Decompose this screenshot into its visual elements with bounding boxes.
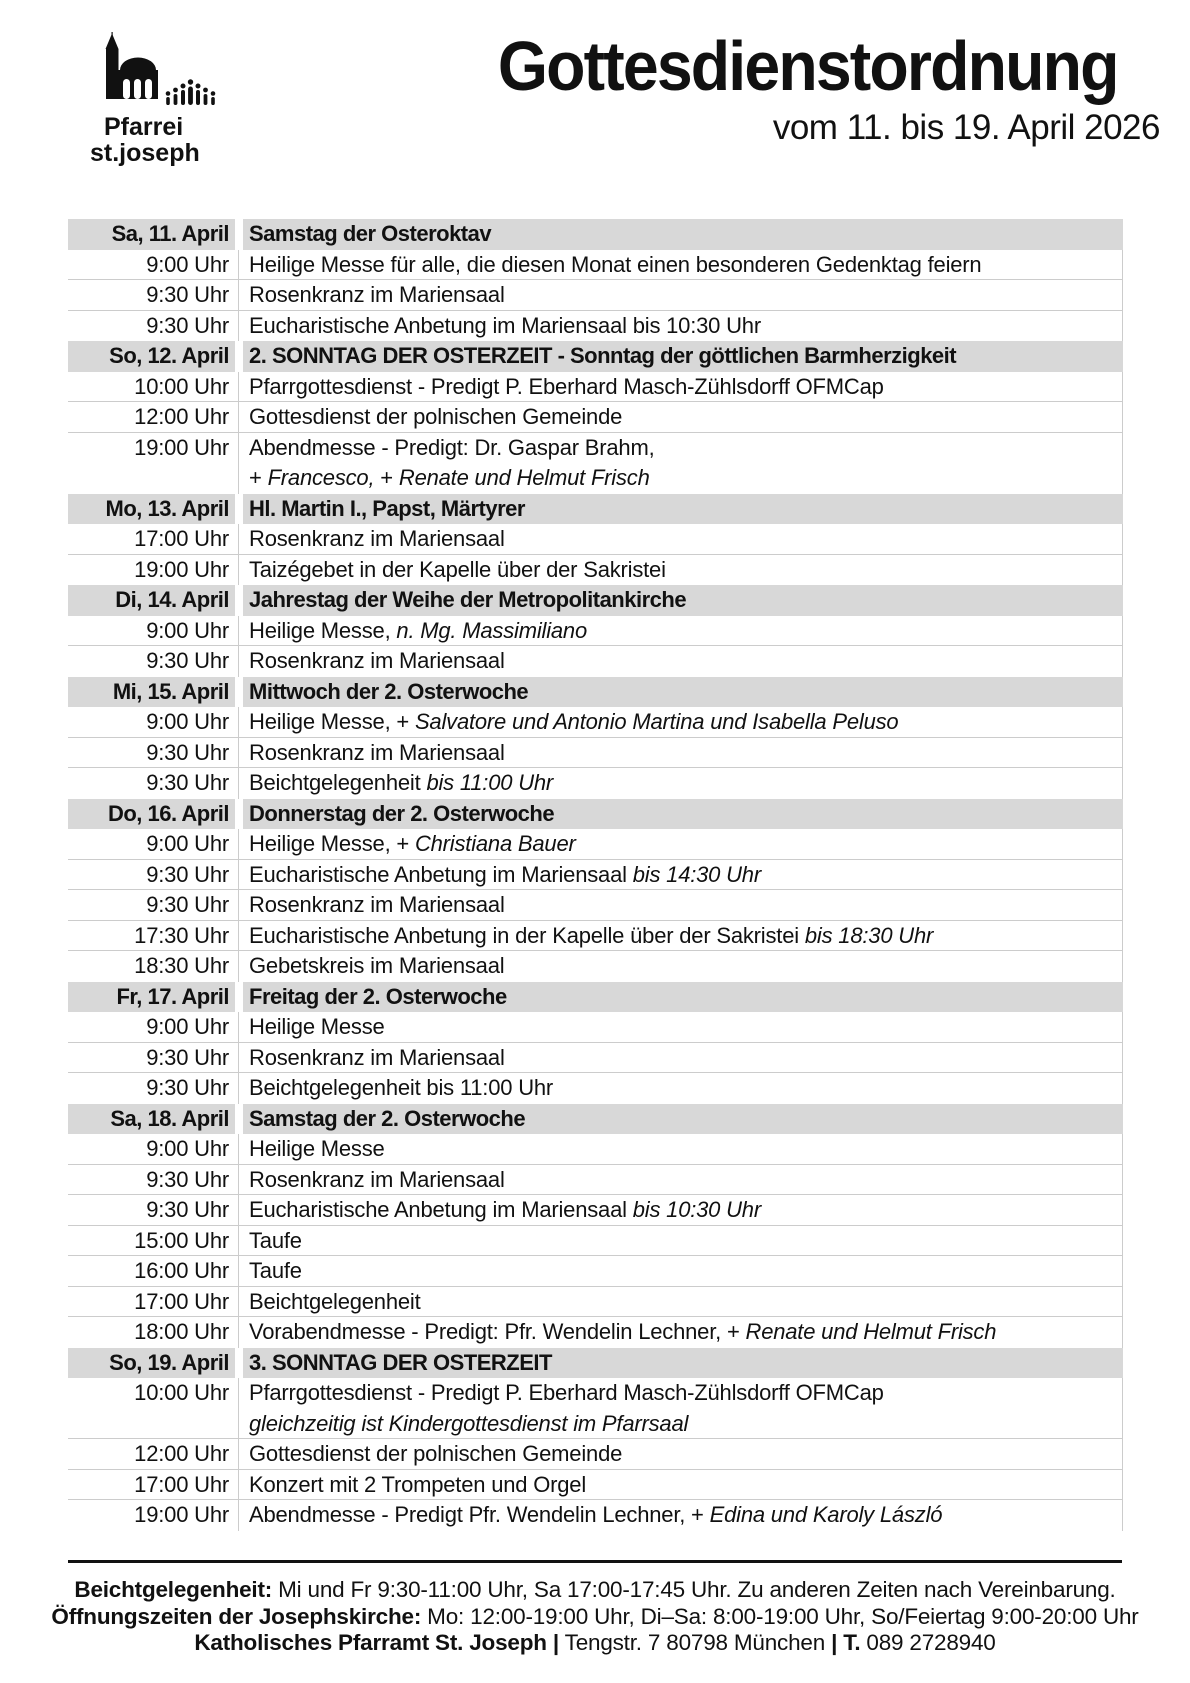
description-line	[249, 250, 1122, 281]
day-header-row	[68, 982, 1123, 1013]
text-segment: Rosenkranz im Mariensaal	[249, 892, 505, 917]
date-cell: Do, 16. April	[68, 799, 235, 830]
description-line	[249, 1409, 1122, 1440]
text-segment: Beichtgelegenheit	[249, 770, 427, 795]
text-segment: Gebetskreis im Mariensaal	[249, 953, 505, 978]
description-cell	[243, 921, 1123, 952]
time-cell: 18:30 Uhr	[134, 953, 229, 978]
date-cell: Mi, 15. April	[68, 677, 235, 708]
description-cell	[243, 890, 1123, 921]
column-divider	[235, 402, 243, 433]
event-row	[68, 433, 1123, 494]
column-divider	[235, 738, 243, 769]
footer-line-confession-hours	[18, 1577, 1172, 1604]
description-line	[249, 707, 1122, 738]
description-line	[249, 1317, 1122, 1348]
description-cell	[243, 311, 1123, 342]
description-line	[249, 1134, 1122, 1165]
event-row	[68, 616, 1123, 647]
text-segment: |	[552, 1630, 559, 1655]
text-segment: Heilige Messe	[249, 1014, 385, 1039]
parish-logo	[90, 32, 310, 166]
event-row	[68, 1012, 1123, 1043]
day-title-cell: Hl. Martin I., Papst, Märtyrer	[243, 494, 1123, 525]
time-cell: 9:30 Uhr	[146, 1166, 229, 1192]
text-segment: Eucharistische Anbetung in der Kapelle über der Sakristei	[249, 922, 805, 948]
time-cell: 9:30 Uhr	[146, 1197, 229, 1222]
description-line	[249, 1012, 1122, 1043]
column-divider	[235, 860, 243, 891]
time-cell: 19:00 Uhr	[134, 556, 229, 582]
time-cell: 17:00 Uhr	[134, 1471, 229, 1497]
description-line	[249, 860, 1122, 891]
event-row	[68, 1439, 1123, 1470]
text-segment: Edina und Karoly László	[709, 1502, 943, 1527]
text-segment: Christiana Bauer	[414, 831, 576, 856]
description-line	[249, 402, 1122, 433]
description-line	[249, 1195, 1122, 1226]
text-segment: Rosenkranz im Mariensaal	[249, 282, 505, 307]
text-segment: Renate und Helmut Frisch	[745, 1319, 997, 1344]
description-cell	[243, 402, 1123, 433]
description-cell	[243, 1378, 1123, 1439]
column-divider	[235, 951, 243, 982]
time-cell: 18:00 Uhr	[134, 1319, 229, 1344]
date-cell: Di, 14. April	[68, 585, 235, 616]
description-line	[249, 555, 1122, 586]
description-line	[249, 890, 1122, 921]
event-row	[68, 921, 1123, 952]
time-cell: 9:30 Uhr	[146, 1075, 229, 1100]
footer-line-opening-hours	[18, 1604, 1172, 1631]
event-row	[68, 1043, 1123, 1074]
text-segment: Eucharistische Anbetung im Mariensaal	[249, 1197, 633, 1222]
description-line	[249, 372, 1122, 403]
description-cell	[243, 1256, 1123, 1287]
text-segment: |	[831, 1630, 838, 1655]
description-line	[249, 1073, 1122, 1104]
footer-text	[18, 1577, 1172, 1657]
event-row	[68, 1378, 1123, 1439]
date-cell: So, 12. April	[68, 341, 235, 372]
description-cell	[243, 1073, 1123, 1104]
time-cell: 19:00 Uhr	[134, 1502, 229, 1527]
date-cell: Mo, 13. April	[68, 494, 235, 525]
event-row	[68, 1470, 1123, 1501]
column-divider	[235, 280, 243, 311]
text-segment: Francesco,	[267, 465, 375, 490]
time-cell: 17:30 Uhr	[134, 922, 229, 948]
description-line	[249, 768, 1122, 799]
text-segment: Rosenkranz im Mariensaal	[249, 1044, 505, 1070]
time-cell: 19:00 Uhr	[134, 434, 229, 460]
text-segment: Pfarrgottesdienst - Predigt P. Eberhard Masch-Zühlsdorff OFMCap	[249, 1380, 884, 1405]
text-segment: n. Mg. Massimiliano	[396, 617, 587, 643]
description-cell	[243, 1317, 1123, 1348]
text-segment: Eucharistische Anbetung im Mariensaal	[249, 861, 633, 887]
event-row	[68, 1317, 1123, 1348]
time-cell: 17:00 Uhr	[134, 1288, 229, 1314]
text-segment: Rosenkranz im Mariensaal	[249, 1166, 505, 1192]
description-cell	[243, 280, 1123, 311]
church-people-icon	[90, 32, 310, 110]
date-cell: Sa, 11. April	[68, 219, 235, 250]
description-cell	[243, 1439, 1123, 1470]
description-cell	[243, 555, 1123, 586]
description-line	[249, 951, 1122, 982]
event-row	[68, 890, 1123, 921]
text-segment: Heilige Messe	[249, 1136, 385, 1161]
event-row	[68, 280, 1123, 311]
text-segment: Taufe	[249, 1227, 302, 1253]
description-line	[249, 311, 1122, 342]
day-header-row	[68, 494, 1123, 525]
day-title-cell: 3. SONNTAG DER OSTERZEIT	[243, 1348, 1123, 1379]
event-row	[68, 829, 1123, 860]
day-header-row	[68, 219, 1123, 250]
column-divider	[235, 555, 243, 586]
column-divider	[235, 1439, 243, 1470]
time-cell: 9:00 Uhr	[146, 617, 229, 643]
text-segment: Beichtgelegenheit	[249, 1288, 421, 1314]
event-row	[68, 707, 1123, 738]
text-segment: Abendmesse - Predigt Pfr. Wendelin Lechner, +	[249, 1502, 710, 1527]
text-segment: bis 14:30 Uhr	[632, 861, 761, 887]
column-divider	[235, 1500, 243, 1531]
description-line	[249, 921, 1122, 952]
column-divider	[235, 1134, 243, 1165]
column-divider	[235, 890, 243, 921]
time-cell: 9:30 Uhr	[146, 770, 229, 795]
time-cell: 9:30 Uhr	[146, 739, 229, 765]
time-cell: 12:00 Uhr	[134, 404, 229, 429]
description-cell	[243, 829, 1123, 860]
day-header-row	[68, 1104, 1123, 1135]
description-line	[249, 524, 1122, 555]
text-segment: Heilige Messe,	[249, 617, 397, 643]
column-divider	[235, 1012, 243, 1043]
day-title-cell: Donnerstag der 2. Osterwoche	[243, 799, 1123, 830]
description-cell	[243, 616, 1123, 647]
description-line	[249, 1500, 1122, 1531]
column-divider	[235, 1287, 243, 1318]
description-line	[249, 829, 1122, 860]
logo-text-line1: Pfarrei	[104, 113, 184, 141]
column-divider	[235, 982, 243, 1013]
date-cell: So, 19. April	[68, 1348, 235, 1379]
description-line	[249, 738, 1122, 769]
column-divider	[235, 1256, 243, 1287]
footer-divider	[68, 1560, 1122, 1563]
text-segment: 089 2728940	[860, 1630, 996, 1655]
day-header-row	[68, 799, 1123, 830]
event-row	[68, 1195, 1123, 1226]
day-title-cell: Mittwoch der 2. Osterwoche	[243, 677, 1123, 708]
column-divider	[235, 1226, 243, 1257]
text-segment: Tengstr. 7 80798 München	[559, 1630, 832, 1655]
text-segment: Eucharistische Anbetung im Mariensaal bis 10:30 Uhr	[249, 312, 761, 338]
description-line	[249, 463, 1122, 494]
day-title-cell: Jahrestag der Weihe der Metropolitankirche	[243, 585, 1123, 616]
event-row	[68, 951, 1123, 982]
time-cell: 9:00 Uhr	[146, 709, 229, 734]
time-cell: 9:30 Uhr	[146, 892, 229, 917]
event-row	[68, 1226, 1123, 1257]
column-divider	[235, 219, 243, 250]
footer-line-contact	[18, 1630, 1172, 1657]
description-cell	[243, 1226, 1123, 1257]
day-title-cell: Samstag der Osteroktav	[243, 219, 1123, 250]
event-row	[68, 768, 1123, 799]
column-divider	[235, 829, 243, 860]
column-divider	[235, 311, 243, 342]
date-cell: Sa, 18. April	[68, 1104, 235, 1135]
event-row	[68, 1073, 1123, 1104]
event-row	[68, 1134, 1123, 1165]
day-header-row	[68, 677, 1123, 708]
event-row	[68, 372, 1123, 403]
event-row	[68, 402, 1123, 433]
event-row	[68, 738, 1123, 769]
text-segment: Heilige Messe, +	[249, 831, 415, 856]
event-row	[68, 555, 1123, 586]
column-divider	[235, 524, 243, 555]
description-cell	[243, 738, 1123, 769]
time-cell: 10:00 Uhr	[134, 1380, 229, 1405]
text-segment: Abendmesse - Predigt: Dr. Gaspar Brahm,	[249, 434, 655, 460]
column-divider	[235, 1165, 243, 1196]
time-cell: 9:30 Uhr	[146, 1044, 229, 1070]
description-line	[249, 1378, 1122, 1409]
text-segment: Gottesdienst der polnischen Gemeinde	[249, 404, 623, 429]
description-cell	[243, 524, 1123, 555]
description-cell	[243, 1470, 1123, 1501]
column-divider	[235, 1317, 243, 1348]
description-cell	[243, 707, 1123, 738]
time-cell: 12:00 Uhr	[134, 1441, 229, 1466]
column-divider	[235, 921, 243, 952]
description-line	[249, 1043, 1122, 1074]
column-divider	[235, 433, 243, 494]
event-row	[68, 250, 1123, 281]
column-divider	[235, 585, 243, 616]
description-cell	[243, 372, 1123, 403]
description-line	[249, 616, 1122, 647]
text-segment: Rosenkranz im Mariensaal	[249, 739, 505, 765]
text-segment: Mo: 12:00-19:00 Uhr, Di–Sa: 8:00-19:00 Uhr, So/Feiertag 9:00-20:00 Uhr	[421, 1603, 1139, 1629]
event-row	[68, 524, 1123, 555]
description-line	[249, 1439, 1122, 1470]
text-segment: Salvatore und Antonio Martina und Isabella Peluso	[414, 709, 899, 734]
text-segment: +	[249, 465, 268, 490]
description-cell	[243, 1195, 1123, 1226]
time-cell: 10:00 Uhr	[134, 373, 229, 399]
column-divider	[235, 1104, 243, 1135]
text-segment: Rosenkranz im Mariensaal	[249, 526, 505, 551]
column-divider	[235, 1348, 243, 1379]
description-cell	[243, 1134, 1123, 1165]
time-cell: 16:00 Uhr	[134, 1258, 229, 1283]
description-line	[249, 1226, 1122, 1257]
logo-text	[90, 114, 310, 166]
page-title: Gottesdienstordnung	[498, 27, 1118, 105]
text-segment: Beichtgelegenheit:	[74, 1577, 273, 1602]
time-cell: 9:30 Uhr	[146, 648, 229, 673]
text-segment: Mi und Fr 9:30-11:00 Uhr, Sa 17:00-17:45 Uhr. Zu anderen Zeiten nach Vereinbarung.	[272, 1577, 1116, 1602]
description-cell	[243, 433, 1123, 494]
description-cell	[243, 646, 1123, 677]
description-line	[249, 646, 1122, 677]
text-segment: Taufe	[249, 1258, 302, 1283]
description-cell	[243, 1165, 1123, 1196]
description-cell	[243, 1043, 1123, 1074]
text-segment: Gottesdienst der polnischen Gemeinde	[249, 1441, 623, 1466]
event-row	[68, 1165, 1123, 1196]
column-divider	[235, 646, 243, 677]
text-segment: Katholisches Pfarramt St. Joseph	[194, 1630, 547, 1655]
description-cell	[243, 1012, 1123, 1043]
event-row	[68, 1287, 1123, 1318]
column-divider	[235, 707, 243, 738]
column-divider	[235, 799, 243, 830]
description-line	[249, 1165, 1122, 1196]
description-line	[249, 1470, 1122, 1501]
column-divider	[235, 494, 243, 525]
time-cell: 9:30 Uhr	[146, 312, 229, 338]
text-segment: bis 11:00 Uhr	[426, 770, 554, 795]
column-divider	[235, 1073, 243, 1104]
time-cell: 15:00 Uhr	[134, 1227, 229, 1253]
column-divider	[235, 768, 243, 799]
text-segment: Pfarrgottesdienst - Predigt P. Eberhard Masch-Zühlsdorff OFMCap	[249, 373, 884, 399]
description-cell	[243, 860, 1123, 891]
column-divider	[235, 1378, 243, 1439]
description-line	[249, 1287, 1122, 1318]
description-line	[249, 433, 1122, 464]
text-segment: bis 10:30 Uhr	[632, 1197, 761, 1222]
day-header-row	[68, 341, 1123, 372]
column-divider	[235, 1470, 243, 1501]
text-segment: bis 18:30 Uhr	[804, 922, 934, 948]
text-segment: Heilige Messe, +	[249, 709, 415, 734]
description-cell	[243, 768, 1123, 799]
text-segment: gleichzeitig ist Kindergottesdienst im Pfarrsaal	[249, 1410, 689, 1436]
day-header-row	[68, 585, 1123, 616]
column-divider	[235, 372, 243, 403]
description-cell	[243, 951, 1123, 982]
text-segment: Renate und Helmut Frisch	[398, 465, 650, 490]
day-title-cell: 2. SONNTAG DER OSTERZEIT - Sonntag der göttlichen Barmherzigkeit	[243, 341, 1123, 372]
day-title-cell: Freitag der 2. Osterwoche	[243, 982, 1123, 1013]
description-cell	[243, 1287, 1123, 1318]
column-divider	[235, 341, 243, 372]
column-divider	[235, 250, 243, 281]
page-subtitle: vom 11. bis 19. April 2026	[772, 108, 1160, 147]
time-cell: 9:00 Uhr	[146, 831, 229, 856]
description-cell	[243, 1500, 1123, 1531]
text-segment: Beichtgelegenheit bis 11:00 Uhr	[249, 1075, 554, 1100]
time-cell: 9:00 Uhr	[146, 251, 229, 277]
text-segment: Konzert mit 2 Trompeten und Orgel	[249, 1471, 587, 1497]
day-title-cell: Samstag der 2. Osterwoche	[243, 1104, 1123, 1135]
time-cell: 9:00 Uhr	[146, 1136, 229, 1161]
date-cell: Fr, 17. April	[68, 982, 235, 1013]
logo-text-line2: st.joseph	[90, 139, 200, 167]
text-segment: Taizégebet in der Kapelle über der Sakristei	[249, 556, 666, 582]
column-divider	[235, 616, 243, 647]
column-divider	[235, 1043, 243, 1074]
schedule-table	[68, 219, 1123, 1531]
description-line	[249, 280, 1122, 311]
column-divider	[235, 1195, 243, 1226]
description-line	[249, 1256, 1122, 1287]
event-row	[68, 311, 1123, 342]
text-segment: Heilige Messe für alle, die diesen Monat einen besonderen Gedenktag feiern	[249, 251, 982, 277]
time-cell: 9:30 Uhr	[146, 282, 229, 307]
event-row	[68, 1500, 1123, 1531]
text-segment: T.	[843, 1630, 861, 1655]
column-divider	[235, 677, 243, 708]
text-segment: Rosenkranz im Mariensaal	[249, 648, 505, 673]
text-segment: +	[374, 465, 399, 490]
time-cell: 17:00 Uhr	[134, 526, 229, 551]
event-row	[68, 646, 1123, 677]
text-segment: Vorabendmesse - Predigt: Pfr. Wendelin Lechner, +	[249, 1319, 746, 1344]
time-cell: 9:00 Uhr	[146, 1014, 229, 1039]
time-cell: 9:30 Uhr	[146, 861, 229, 887]
event-row	[68, 860, 1123, 891]
event-row	[68, 1256, 1123, 1287]
description-cell	[243, 250, 1123, 281]
day-header-row	[68, 1348, 1123, 1379]
text-segment: Öffnungszeiten der Josephskirche:	[51, 1603, 422, 1629]
